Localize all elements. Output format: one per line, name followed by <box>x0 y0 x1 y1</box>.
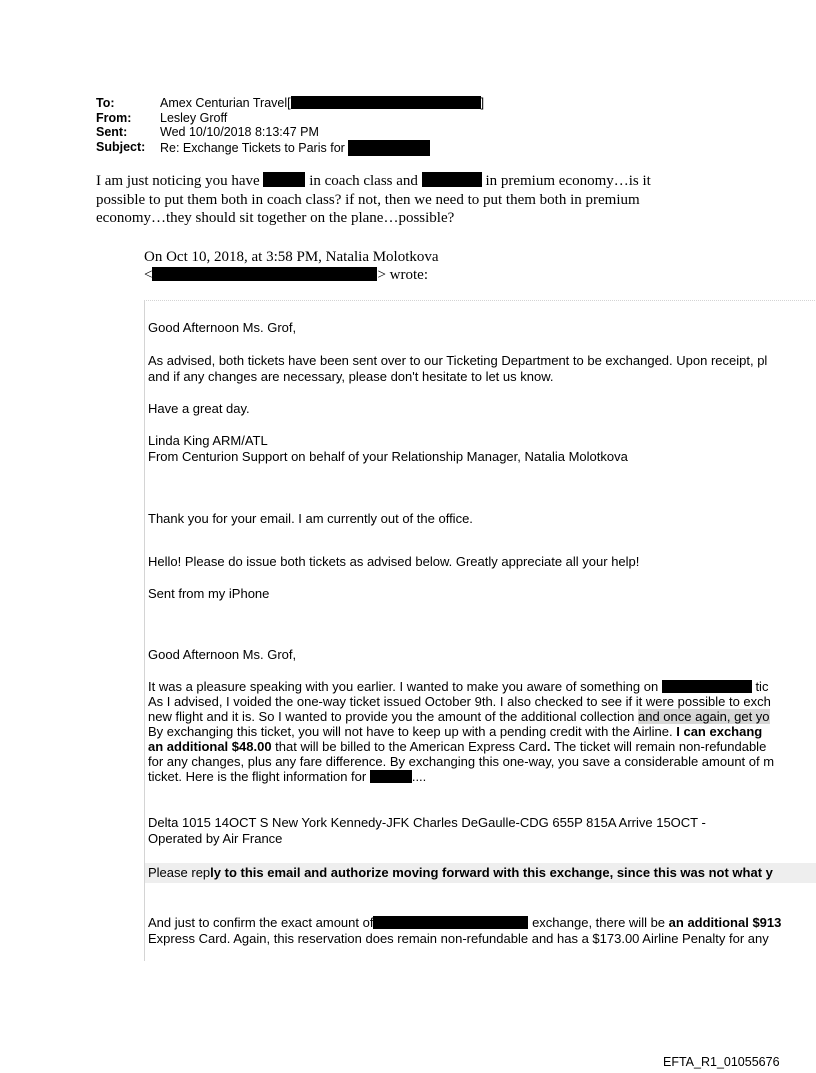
redaction-box <box>291 96 481 109</box>
body-line: As I advised, I voided the one-way ticket issued October 9th. I also checked to see if it were possible to exch <box>148 694 771 709</box>
flight-line: Delta 1015 14OCT S New York Kennedy-JFK Charles DeGaulle-CDG 655P 815A Arrive 15OCT - <box>148 815 706 830</box>
body-line: And just to confirm the exact amount of exchange, there will be an additional $913 <box>148 915 782 930</box>
body-line: Express Card. Again, this reservation does remain non-refundable and has a $173.00 Airline Penalty for any <box>148 931 769 946</box>
quoted-message <box>144 300 816 961</box>
body-line: for any changes, plus any fare difference. By exchanging this one-way, you save a considerable amount of m <box>148 754 775 769</box>
signature-line: From Centurion Support on behalf of your Relationship Manager, Natalia Molotkova <box>148 449 628 464</box>
email-header <box>96 96 484 154</box>
body-line: By exchanging this ticket, you will not have to keep up with a pending credit with the Airline. I can exchang <box>148 724 763 739</box>
redaction-box <box>152 267 377 281</box>
from-label: From: <box>96 110 132 125</box>
redaction-box <box>348 140 430 156</box>
body-line: new flight and it is. So I wanted to provide you the amount of the additional collection and once again, get yo <box>148 709 770 724</box>
redaction-box <box>422 172 482 187</box>
out-of-office-text: Thank you for your email. I am currently out of the office. <box>148 511 473 526</box>
body-line: an additional $48.00 that will be billed to the American Express Card. The ticket will remain non-refundable <box>148 739 767 754</box>
subject-label: Subject: <box>96 139 146 154</box>
sent-value: Wed 10/10/2018 8:13:47 PM <box>160 125 319 139</box>
redaction-box <box>370 770 412 783</box>
sent-from-text: Sent from my iPhone <box>148 586 270 601</box>
body-line: Have a great day. <box>148 401 250 416</box>
document-id: EFTA_R1_01055676 <box>663 1055 780 1069</box>
reply-line: economy…they should sit together on the plane…possible? <box>96 210 455 226</box>
sent-row <box>96 125 484 140</box>
from-row <box>96 111 484 126</box>
flight-line: Operated by Air France <box>148 831 283 846</box>
from-value: Lesley Groff <box>160 110 228 125</box>
body-line: ticket. Here is the flight information for .... <box>148 769 427 784</box>
authorize-line: Please reply to this email and authorize moving forward with this exchange, since this was not what y <box>145 863 816 883</box>
reply-line: I am just noticing you have in coach class and in premium economy…is it <box>96 173 651 189</box>
redaction-box <box>662 680 752 693</box>
signature-name: Linda King ARM/ATL <box>148 433 268 448</box>
greeting-text: Good Afternoon Ms. Grof, <box>148 320 297 335</box>
to-label: To: <box>96 96 115 110</box>
subject-value: Re: Exchange Tickets to Paris for <box>160 140 430 155</box>
redaction-box <box>373 916 528 929</box>
body-line: It was a pleasure speaking with you earlier. I wanted to make you aware of something on tic <box>148 679 769 694</box>
attribution-line: On Oct 10, 2018, at 3:58 PM, Natalia Molotkova <box>144 249 439 265</box>
body-line: As advised, both tickets have been sent over to our Ticketing Department to be exchanged. Upon receipt, pl <box>148 353 768 368</box>
body-line: Hello! Please do issue both tickets as advised below. Greatly appreciate all your help! <box>148 554 640 569</box>
sent-label: Sent: <box>96 125 128 139</box>
greeting-text: Good Afternoon Ms. Grof, <box>148 647 297 662</box>
quote-attribution <box>144 248 439 284</box>
to-row <box>96 96 484 111</box>
subject-row <box>96 140 484 155</box>
reply-line: possible to put them both in coach class? if not, then we need to put them both in premium <box>96 191 640 208</box>
redaction-box <box>263 172 305 187</box>
attribution-line: < > wrote: <box>144 267 428 283</box>
body-line: and if any changes are necessary, please don't hesitate to let us know. <box>148 369 554 384</box>
reply-body <box>96 172 696 228</box>
to-value: Amex Centurian Travel[ ] <box>160 96 485 110</box>
